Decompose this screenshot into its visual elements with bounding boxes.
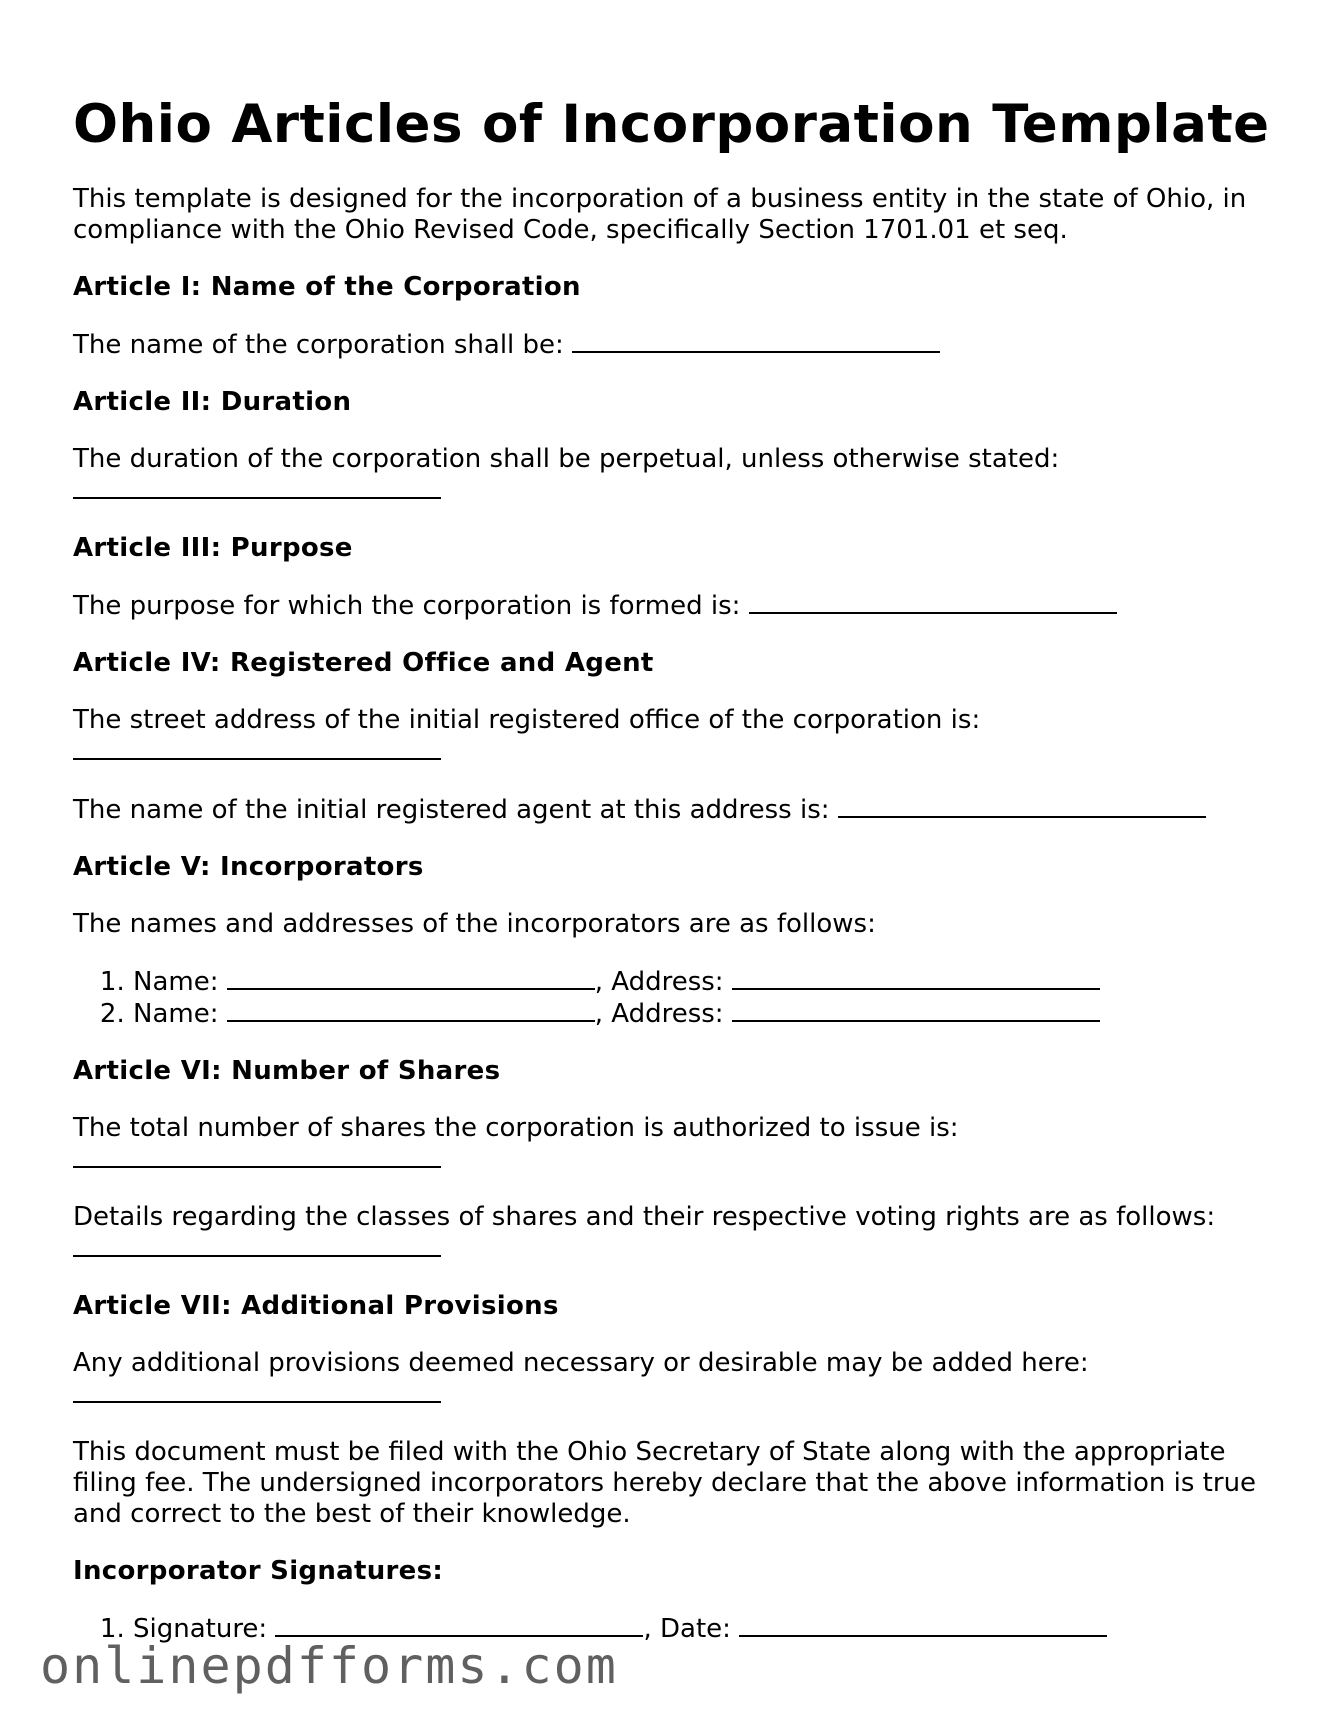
date-1-blank[interactable] xyxy=(739,1613,1107,1637)
article-2-heading: Article II: Duration xyxy=(73,387,352,417)
list-item: 1. Signature: , Date: xyxy=(133,1613,1273,1645)
article-4-heading: Article IV: Registered Office and Agent xyxy=(73,648,654,678)
document-title: Ohio Articles of Incorporation Template xyxy=(73,94,1270,155)
article-7-text: Any additional provisions deemed necessary or desirable may be added here: xyxy=(73,1348,1273,1411)
article-1-text: The name of the corporation shall be: xyxy=(73,329,1273,361)
article-2-text: The duration of the corporation shall be perpetual, unless otherwise stated: xyxy=(73,444,1273,507)
registered-office-blank[interactable] xyxy=(73,736,441,760)
share-classes-blank[interactable] xyxy=(73,1233,441,1257)
signature-1-blank[interactable] xyxy=(275,1613,643,1637)
corporation-name-blank[interactable] xyxy=(572,329,940,353)
article-6-heading: Article VI: Number of Shares xyxy=(73,1056,501,1086)
incorporator-1-address-blank[interactable] xyxy=(732,966,1100,990)
registered-agent-blank[interactable] xyxy=(838,794,1206,818)
article-4-text-agent: The name of the initial registered agent at this address is: xyxy=(73,794,1273,826)
article-1-heading: Article I: Name of the Corporation xyxy=(73,272,581,302)
article-4-text-office: The street address of the initial registered office of the corporation is: xyxy=(73,705,1273,768)
article-5-heading: Article V: Incorporators xyxy=(73,852,424,882)
article-6-text-shares: The total number of shares the corporation is authorized to issue is: xyxy=(73,1113,1273,1176)
filing-note: This document must be filed with the Ohio Secretary of State along with the appropriate filing fee. The undersigned incorporators hereby declare that the above information is true and correct to the best of their knowledge. xyxy=(73,1437,1257,1529)
shares-number-blank[interactable] xyxy=(73,1144,441,1168)
purpose-blank[interactable] xyxy=(749,590,1117,614)
duration-blank[interactable] xyxy=(73,475,441,499)
article-3-text: The purpose for which the corporation is formed is: xyxy=(73,590,1273,622)
additional-provisions-blank[interactable] xyxy=(73,1379,441,1403)
article-3-heading: Article III: Purpose xyxy=(73,533,353,563)
list-item: 2. Name: , Address: xyxy=(133,998,1273,1030)
article-5-text: The names and addresses of the incorporators are as follows: xyxy=(73,909,876,939)
signatures-heading: Incorporator Signatures: xyxy=(73,1556,444,1586)
article-6-text-classes: Details regarding the classes of shares and their respective voting rights are as follows: xyxy=(73,1202,1273,1265)
document-page xyxy=(73,88,1273,1671)
incorporator-1-name-blank[interactable] xyxy=(227,966,595,990)
incorporator-2-address-blank[interactable] xyxy=(732,998,1100,1022)
incorporator-2-name-blank[interactable] xyxy=(227,998,595,1022)
intro-paragraph: This template is designed for the incorporation of a business entity in the state of Ohio, in compliance with the Ohio Revised Code, specifically Section 1701.01 et seq. xyxy=(73,184,1247,245)
incorporators-list xyxy=(73,966,1273,1030)
site-watermark: onlinepdfforms.com xyxy=(40,1637,618,1695)
list-item: 1. Name: , Address: xyxy=(133,966,1273,998)
article-7-heading: Article VII: Additional Provisions xyxy=(73,1291,559,1321)
